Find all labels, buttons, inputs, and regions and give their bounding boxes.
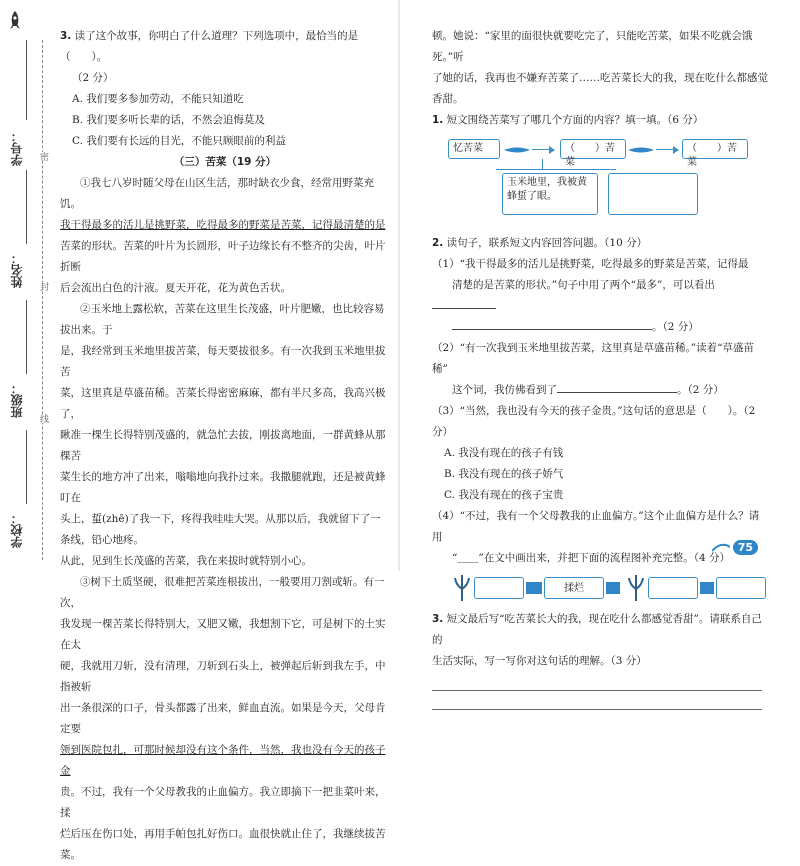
feather-arrow-icon	[504, 145, 530, 155]
sub-question-text: 。（2 分）	[677, 384, 724, 396]
outline-box-5-blank[interactable]	[608, 173, 698, 215]
sub-question-line: （2）“有一次我到玉米地里拔苦菜，这里真是草盛苗稀。”读着“草盛苗稀”	[432, 342, 755, 375]
plant-icon	[454, 575, 470, 601]
flow-step-rub: 揉烂	[544, 577, 604, 599]
passage-line: 领到医院包扎，可那时候却没有这个条件，当然，我也没有今天的孩子金	[60, 744, 386, 777]
flow-arrow	[606, 582, 620, 594]
class-line	[26, 300, 28, 374]
student-id-label: 学号：	[10, 130, 24, 166]
flow-arrow	[526, 582, 542, 594]
outline-box-3[interactable]	[682, 139, 748, 168]
passage-line: 贵。不过，我有一个父母教我的止血偏方。我立即摘下一把韭菜叶来，揉	[60, 786, 386, 819]
sub-question-line: “＿＿”在文中画出来，并把下面的流程图补充完整。（4 分）	[452, 552, 731, 564]
arrow-connector	[532, 149, 554, 150]
sub-question-line	[432, 317, 768, 338]
flow-blank-2[interactable]	[648, 577, 698, 599]
outline-box-4: 玉米地里，我被黄蜂蜇了眼。	[502, 173, 598, 215]
question-number: 3.	[60, 30, 72, 42]
passage-line: 顿。她说：“家里的面很快就要吃完了，只能吃苦菜，如果不吃就会饿死。”听	[432, 30, 753, 63]
passage-line: 瞅准一棵生长得特别茂盛的，就急忙去拔，刚拔离地面，一群黄蜂从那棵苦	[60, 429, 386, 462]
question-1-stem	[432, 110, 768, 131]
passage-line: 我发现一棵苦菜长得特别大，又肥又嫩，我想割下它，可是树下的土实在太	[60, 618, 386, 651]
box-word: 苦菜	[565, 143, 615, 168]
answer-blank[interactable]	[452, 317, 652, 330]
class-label: 班级：	[10, 382, 24, 418]
name-label: 姓名：	[10, 252, 24, 288]
answer-blank[interactable]	[432, 296, 496, 309]
left-column	[60, 26, 390, 866]
passage-line: ②玉米地上露松软，苦菜在这里生长茂盛，叶片肥嫩，也比较容易拔出来。于	[60, 303, 385, 336]
binding-strip	[0, 0, 58, 571]
question-number: 1.	[432, 114, 444, 126]
box-word: 苦菜	[687, 143, 737, 168]
question-2-stem	[432, 233, 768, 254]
flow-chart	[432, 571, 768, 607]
school-label: 学校：	[10, 512, 24, 548]
section-title: （三）苦菜（19 分）	[173, 156, 277, 168]
option-c[interactable]: C. 我们要有长远的目光，不能只顾眼前的利益	[72, 135, 286, 147]
passage-line: 从此，见到生长茂盛的苦菜，我在来拔时就特别小心。	[60, 555, 312, 567]
outline-diagram	[432, 133, 768, 229]
question-number: 3.	[432, 613, 444, 625]
question-text: 短文最后写“吃苦菜长大的我，现在吃什么都感觉香甜”。请联系自己的	[432, 613, 762, 646]
option-b[interactable]: B. 我没有现在的孩子娇气	[444, 468, 564, 480]
passage-line: 硬，我就用刀斩，没有清理，刀斩到石头上，被弹起后斩到我左手，中指被斩	[60, 660, 386, 693]
blank-paren[interactable]: （ ）	[565, 143, 605, 154]
passage-line: 烂后压在伤口处，再用手帕包扎好伤口。血很快就止住了，我继续拔苦菜。	[60, 828, 386, 861]
swoosh-icon	[712, 543, 730, 553]
connector-line	[542, 159, 543, 169]
page-number: 75	[733, 540, 758, 555]
passage-line: 了她的话，我再也不嫌弃苦菜了……吃苦菜长大的我，现在吃什么都感觉	[432, 72, 768, 84]
cut-word: 线	[38, 414, 48, 423]
passage-line: 香甜。	[432, 93, 464, 105]
outline-box-2[interactable]	[560, 139, 626, 168]
option-b[interactable]: B. 我们要多听长辈的话，不然会追悔莫及	[72, 114, 265, 126]
question-3-stem	[60, 26, 390, 68]
outline-box-1: 忆苦菜	[448, 139, 500, 159]
school-line	[26, 430, 28, 504]
rocket-icon	[6, 10, 24, 32]
answer-line[interactable]	[432, 709, 762, 710]
blank-paren[interactable]: （ ）	[687, 143, 727, 154]
connector-line	[496, 169, 616, 170]
question-3-stem	[432, 609, 768, 651]
arrow-connector	[656, 149, 678, 150]
question-text-line: 生活实际，写一写你对这句话的理解。（3 分）	[432, 655, 647, 667]
sub-question-text: 清楚的是苦菜的形状。”句子中用了两个“最多”，可以看出	[452, 279, 715, 291]
plant-icon	[628, 575, 644, 601]
passage-line: 我干得最多的活儿是挑野菜，吃得最多的野菜是苦菜，记得最清楚的是	[60, 219, 386, 231]
question-number: 2.	[432, 237, 444, 249]
sub-question-line	[432, 275, 768, 317]
question-text: 短文围绕苦菜写了哪几个方面的内容？填一填。（6 分）	[446, 114, 704, 126]
passage-line: 后会流出白色的汁液。夏天开花，花为黄色舌状。	[60, 282, 291, 294]
feather-arrow-icon	[628, 145, 654, 155]
passage-line: 头上，蜇(zhē)了我一下，疼得我哇哇大哭。从那以后，我就留下了一条线，铅心地疼。	[60, 513, 381, 546]
cut-word: 封	[38, 282, 48, 291]
option-c[interactable]: C. 我没有现在的孩子宝贵	[444, 489, 564, 501]
sub-question-line: （1）“我干得最多的活儿是挑野菜，吃得最多的野菜是苦菜，记得最	[432, 258, 749, 270]
option-a[interactable]: A. 我没有现在的孩子有钱	[444, 447, 564, 459]
passage-line: 是，我经常到玉米地里拔苦菜，每天要拔很多。有一次我到玉米地里拔苦	[60, 345, 386, 378]
passage-line: ③树下土质坚硬，很难把苦菜连根拔出，一般要用刀割或斩。有一次，	[60, 576, 385, 609]
passage-line: 菜，这里真是草盛苗稀。苦菜长得密密麻麻，都有半尺多高，我高兴极了，	[60, 387, 386, 420]
option-a[interactable]: A. 我们要多参加劳动，不能只知道吃	[72, 93, 244, 105]
passage-line: ①我七八岁时随父母在山区生活，那时缺衣少食，经常用野菜充饥。	[60, 177, 374, 210]
passage-line: 苦菜的形状。苦菜的叶片为长圆形，叶子边缘长有不整齐的尖齿，叶片折断	[60, 240, 386, 273]
answer-blank[interactable]	[557, 380, 677, 393]
sub-question-line: （4）“不过，我有一个父母教我的止血偏方。”这个止血偏方是什么？请用	[432, 510, 760, 543]
student-id-line	[26, 40, 28, 120]
question-text: 读句子，联系短文内容回答问题。（10 分）	[446, 237, 648, 249]
flow-blank-3[interactable]	[716, 577, 766, 599]
answer-line[interactable]	[432, 690, 762, 691]
sub-question-text: 。（2 分）	[652, 321, 699, 333]
cut-word: 密	[38, 152, 48, 161]
sub-question-line: （3）“当然，我也没有今天的孩子金贵。”这句话的意思是（ ）。（2 分）	[432, 405, 756, 438]
cut-line	[42, 40, 43, 560]
passage-line: 出一条很深的口子，骨头都露了出来，鲜血直流。如果是今天，父母肯定要	[60, 702, 386, 735]
question-score: （2 分）	[72, 72, 114, 84]
page-fold	[398, 0, 400, 571]
flow-blank-1[interactable]	[474, 577, 524, 599]
name-line	[26, 170, 28, 244]
question-text: 读了这个故事，你明白了什么道理？下列选项中，最恰当的是（ ）。	[60, 30, 359, 63]
right-column	[432, 26, 768, 710]
flow-arrow	[700, 582, 714, 594]
sub-question-text: 这个词，我仿佛看到了	[452, 384, 557, 396]
sub-question-line	[432, 380, 768, 401]
passage-line: 菜生长的地方冲了出来，嗡嗡地向我扑过来。我撒腿就跑，还是被黄蜂叮在	[60, 471, 386, 504]
